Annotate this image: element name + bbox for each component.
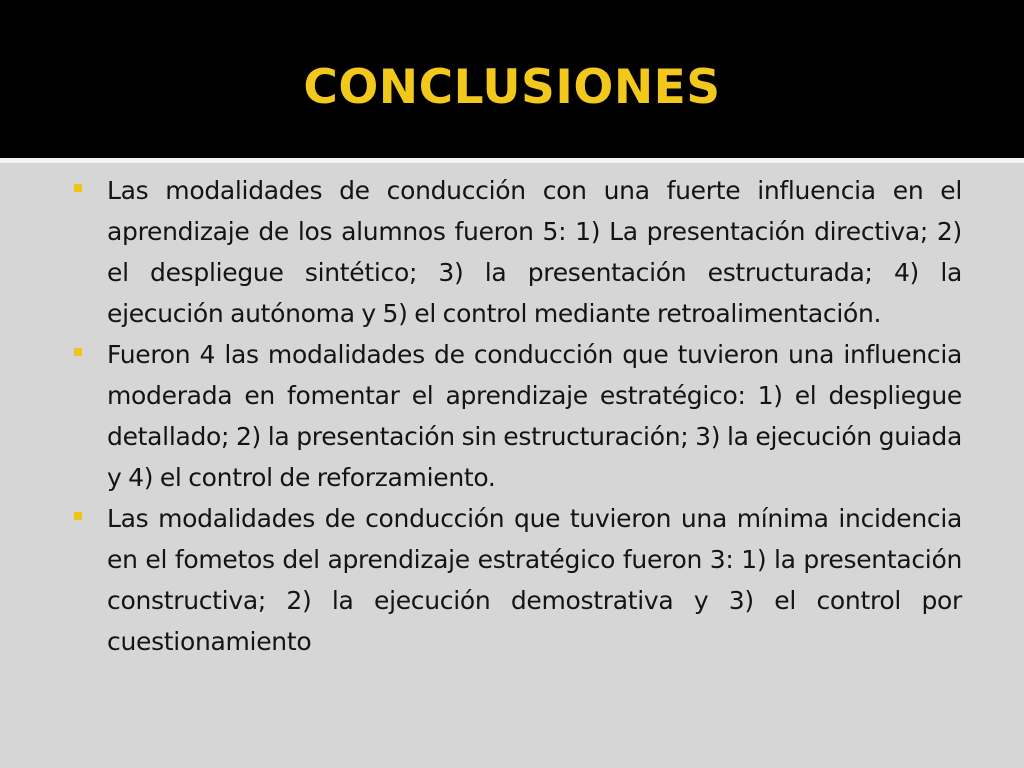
square-bullet-icon: [74, 512, 82, 520]
square-bullet-icon: [74, 348, 82, 356]
square-bullet-icon: [74, 184, 82, 192]
title-separator-line: [0, 158, 1024, 163]
bullet-text-1: Las modalidades de conducción con una fuerte influencia en el aprendizaje de los alumnos fueron 5: 1) La presentación directiva; 2) el despliegue sintético; 3) la presentación estructurada; 4) la ejecución autónoma y 5) el control mediante retroalimentación.: [107, 176, 962, 328]
bullet-text-3: Las modalidades de conducción que tuvieron una mínima incidencia en el fometos del aprendizaje estratégico fueron 3: 1) la presentación constructiva; 2) la ejecución demostrativa y 3) el control por cuestionamiento: [107, 504, 962, 656]
bullet-item-1: [70, 170, 962, 334]
title-bar: [0, 0, 1024, 158]
slide-title: CONCLUSIONES: [303, 60, 721, 115]
bullet-list: [70, 170, 962, 662]
bullet-item-2: [70, 334, 962, 498]
bullet-text-2: Fueron 4 las modalidades de conducción que tuvieron una influencia moderada en fomentar el aprendizaje estratégico: 1) el despliegue detallado; 2) la presentación sin estructuración; 3) la ejecución guiada y 4) el control de reforzamiento.: [107, 340, 962, 492]
bullet-item-3: [70, 498, 962, 662]
